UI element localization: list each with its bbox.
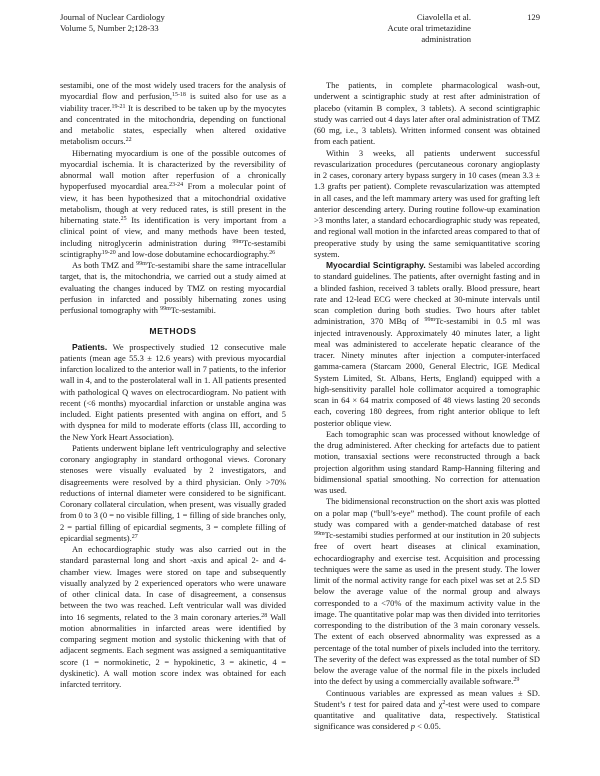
paragraph: An echocardiographic study was also carried out in the standard parasternal long and short -axis and apical 2- and 4-chamber view. Images were stored on tape and subsequently visually analyzed by 2 experienced operators who were unaware of other clinical data. In case of disagreement, a consensus between the two was reached. Left ventricular wall was divided into 16 segments, related to the 3 main coronary arteries.$^{28}$ Wall motion abnormalities in infarcted areas were identified by comparing segment motion and systolic thickening with that of adjacent segments. Each segment was assigned a semiquantitative score (1 = normokinetic, 2 = hypokinetic, 3 = akinetic, 4 = dyskinetic). A wall motion score index was obtained for each infarcted territory. bbox=[60, 544, 286, 689]
paragraph: Patients. We prospectively studied 12 consecutive male patients (mean age 55.3 ± 12.6 years) with previous myocardial infarction localized to the anterior wall in 7 patients, to the inferior wall in 4, and to the posterolateral wall in 1. All patients presented with pathological Q waves on electrocardiogram. No patient with recent (<6 months) myocardial infarction or unstable angina was included. Eight patients presented with angina on effort, and 5 with dyspnea for mild to moderate efforts (class III, according to the New York Heart Association). bbox=[60, 341, 286, 442]
article-authors: Ciavolella et al. bbox=[416, 12, 471, 22]
right-column bbox=[314, 80, 540, 733]
paragraph: Patients underwent biplane left ventriculography and selective coronary angiography in standard orthogonal views. Coronary stenoses were visually evaluated by 2 investigators, and disagreements were resolved by a third physician. Only >70% reductions of internal diameter were considered to be significant. Coronary collateral circulation, when present, was visually graded from 0 to 3 (0 = no visible filling, 1 = filling of side branches only, 2 = partial filling of epicardial segments, 3 = complete filling of epicardial segments).$^{27}$ bbox=[60, 442, 286, 543]
paragraph: The patients, in complete pharmacological wash-out, underwent a scintigraphic study at rest after administration of placebo (vitamin B complex, 3 tablets). A second scintigraphic study was carried out 4 days later after oral administration of TMZ (60 mg, i.e., 3 tablets). Written informed consent was obtained from each patient. bbox=[314, 80, 540, 147]
subsection-runin-heading: Patients. bbox=[72, 341, 108, 352]
subsection-runin-heading: Myocardial Scintigraphy. bbox=[326, 260, 426, 270]
page-number: 129 bbox=[527, 12, 540, 22]
paragraph: Hibernating myocardium is one of the possible outcomes of myocardial ischemia. It is characterized by the reversibility of abnormal wall motion after reperfusion of a chronically hypoperfused myocardial area.$^{23-24}$ From a molecular point of view, it has been hypothesized that a mitochondrial oxidative metabolism, though at very reduced rates, is still present in the hibernating state.$^{25}$ Its identification is very important from a clinical point of view, and many methods have been tested, including nitroglycerin administration during $^{99m}$Tc-sestamibi scintigraphy$^{19-20}$ and low-dose dobutamine echocardiography.$^{26}$ bbox=[60, 147, 286, 259]
journal-name: Journal of Nuclear Cardiology bbox=[60, 12, 165, 22]
paragraph: Each tomographic scan was processed without knowledge of the drug administered. After checking for artefacts due to patient motion, transaxial sections were reconstructed through a back projection algorithm using standard Ramp-Hanning filtering and bidimensional spatial smoothing. No correction for attenuation was used. bbox=[314, 428, 540, 495]
paragraph: The bidimensional reconstruction on the short axis was plotted on a polar map (“bull’s-eye” method). The count profile of each study was compared with a gender-matched database of rest $^{99m}$Tc-sestamibi studies performed at our institution in 20 subjects free of overt heart diseases at clinical examination, echocardiography and exercise test. Acquisition and processing techniques were the same as used in the present study. The lower limit of the normal activity range for each pixel was set at 2.5 SD below the average value of the normal group and always corresponded to a <70% of the maximum activity value in the image. The quantitative polar map was then divided into territories corresponding to the distribution of the 3 main coronary vessels. The extent of each observed abnormality was expressed as a percentage of the total number of pixels included into the territory. The severity of the defect was expressed as the total number of SD below the average value of the normal file in the pixels included into the defect by using a commercially available software.$^{29}$ bbox=[314, 496, 540, 687]
paragraph: sestamibi, one of the most widely used tracers for the analysis of myocardial flow and perfusion,$^{15-18}$ is suited also for use as a viability tracer.$^{19-21}$ It is described to be taken up by the myocytes and concentrated in the mitochondria, depending on functional and metabolic states, especially when altered oxidative metabolism occurs.$^{22}$ bbox=[60, 80, 287, 147]
paragraph: Continuous variables are expressed as mean values ± SD. Student’s t test for paired data and $\chi^2$-test were used to compare quantitative and qualitative data, respectively. Statistical significance was considered p < 0.05. bbox=[314, 687, 540, 732]
running-header-left bbox=[60, 12, 165, 34]
article-short-title: Acute oral trimetazidine administration bbox=[387, 23, 471, 44]
section-heading-methods: METHODS bbox=[149, 326, 197, 337]
paragraph: Myocardial Scintigraphy. Sestamibi was labeled according to standard guidelines. The patients, after overnight fasting and in a blinded fashion, received 3 tablets orally. Blood pressure, heart rate and 12-lead ECG were checked at 30-minute intervals until scan completion during both studies. Two hours after tablet administration, 370 MBq of $^{99m}$Tc-sestamibi in 0.5 ml was injected intravenously. Approximately 40 minutes later, a light meal was administered to accelerate hepatic clearance of the tracer. Ninety minutes after injection a computer-interfaced gamma-camera (Starcam 2000, General Electric, IGE Medical System Limited, St. Albans, Herts, England) equipped with a high-sensitivity parallel hole collimator acquired a tomographic scan in 64 × 64 matrix composed of 48 views lasting 20 seconds each, covering 180 degrees, from right anterior oblique to left posterior oblique view. bbox=[314, 260, 540, 428]
paragraph: Within 3 weeks, all patients underwent successful revascularization procedures (percutaneous coronary angioplasty in 2 cases, coronary artery bypass surgery in 10 cases (mean 3.3 ± 1.3 grafts per patient). Complete revascularization was attempted in all cases, and the left mammary artery was used for grafting left anterior descending artery. During routine follow-up examination >3 months later, a standard echocardiographic study was repeated, and regional wall motion in the infarcted areas compared to that of preoperative study by using the same semiquantitative scoring system. bbox=[314, 147, 540, 259]
paragraph: As both TMZ and $^{99m}$Tc-sestamibi share the same intracellular target, that is, the mitochondria, we carried out a study aimed at evaluating the changes induced by TMZ on resting myocardial perfusion in infarcted and possibly hibernating zones using perfusional tomography with $^{99m}$Tc-sestamibi. bbox=[60, 260, 286, 315]
journal-volume: Volume 5, Number 2;128-33 bbox=[60, 23, 159, 33]
running-header-right bbox=[345, 12, 471, 45]
left-column bbox=[60, 80, 286, 690]
